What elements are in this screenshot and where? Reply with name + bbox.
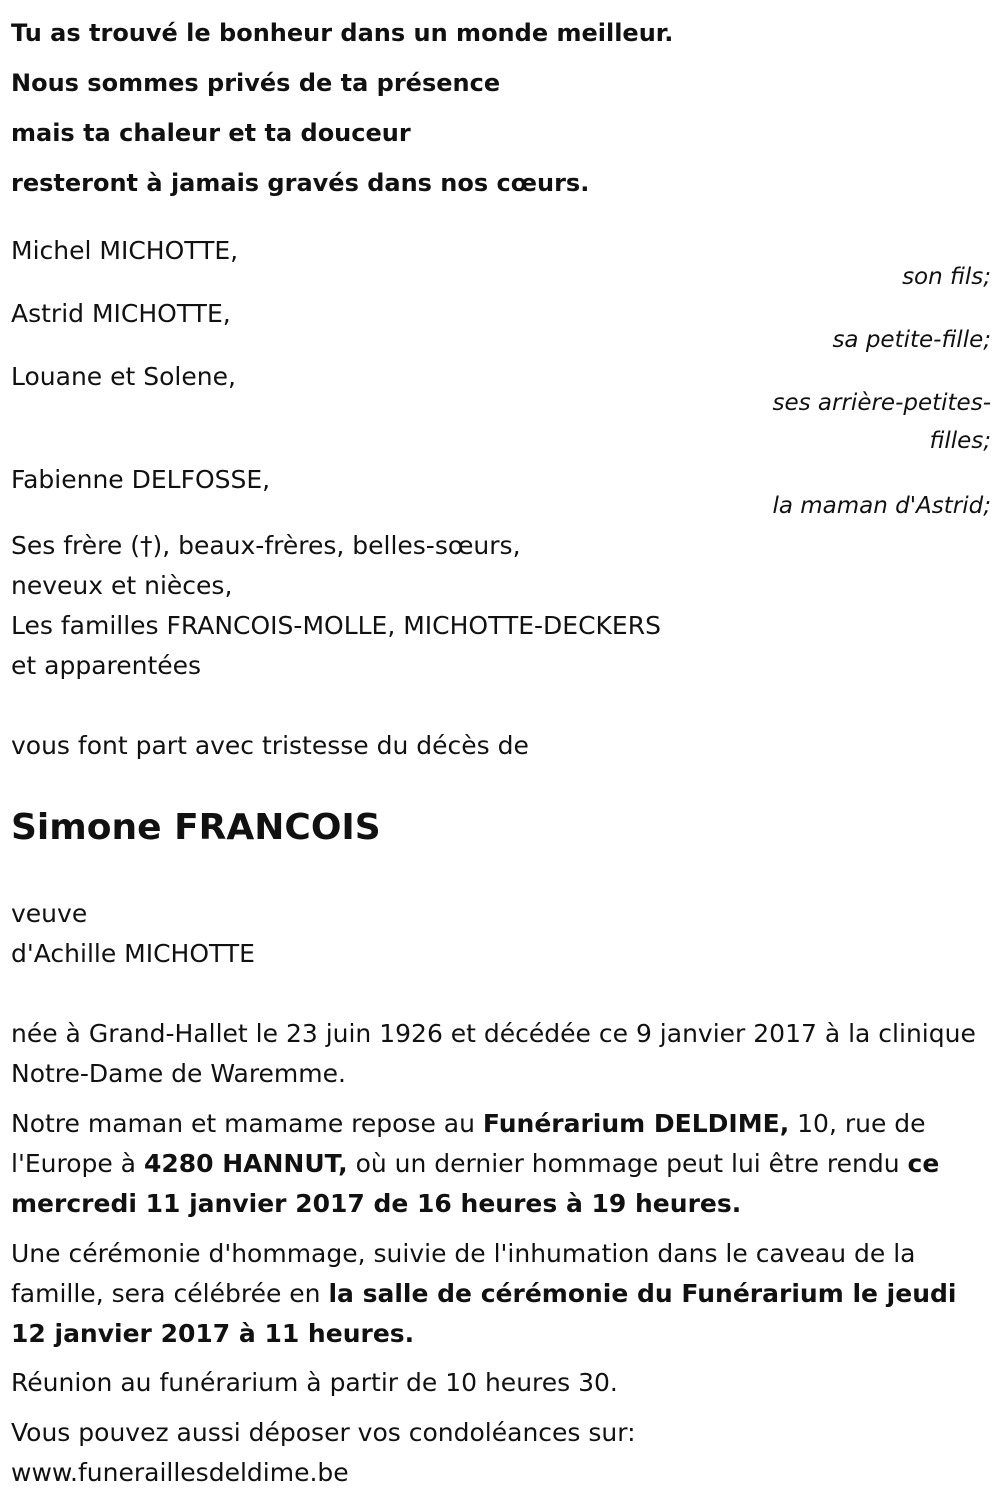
announcement — [11, 726, 529, 766]
widow-line: veuve — [11, 899, 88, 928]
ceremony-paragraph — [11, 1234, 976, 1354]
family-line: Les familles FRANCOIS-MOLLE, MICHOTTE-DECKERS — [11, 611, 661, 640]
rest-text: où un dernier hommage peut lui être rendu — [347, 1149, 908, 1178]
poem-line: Tu as trouvé le bonheur dans un monde meilleur. — [11, 19, 674, 47]
ceremony-text: Une cérémonie d'hommage, suivie de l'inhumation dans le caveau de la famille, sera célébrée en — [11, 1239, 916, 1308]
relative-role: la maman d'Astrid; — [772, 493, 991, 519]
relative-name: Louane et Solene, — [11, 362, 236, 391]
widow-of — [11, 894, 255, 974]
rest-text: 10, rue de l'Europe à — [11, 1109, 926, 1178]
relative-name: Astrid MICHOTTE, — [11, 299, 231, 328]
poem-line: resteront à jamais gravés dans nos cœurs. — [11, 169, 590, 197]
poem — [11, 8, 673, 208]
relative-role: son fils; — [902, 264, 991, 290]
rest-paragraph — [11, 1104, 976, 1224]
meeting-paragraph: Réunion au funérarium à partir de 10 heures 30. — [11, 1368, 618, 1397]
ceremony-time: la salle de cérémonie du Funérarium le jeudi 12 janvier 2017 à 11 heures. — [11, 1279, 957, 1348]
condolences-website: www.funeraillesdeldime.be — [11, 1458, 349, 1487]
deceased-name: Simone FRANCOIS — [11, 807, 381, 848]
condolences-paragraph — [11, 1413, 976, 1493]
announcement-text: vous font part avec tristesse du décès de — [11, 731, 529, 760]
birth-death-paragraph: née à Grand-Hallet le 23 juin 1926 et décédée ce 9 janvier 2017 à la clinique Notre-Dame de Waremme. — [11, 1019, 976, 1088]
widow-line: d'Achille MICHOTTE — [11, 939, 255, 968]
relative-role: ses arrière-petites-filles; — [772, 390, 991, 454]
rest-text: Notre maman et mamame repose au — [11, 1109, 483, 1138]
funerarium-name: Funérarium DELDIME, — [482, 1109, 790, 1138]
poem-line: Nous sommes privés de ta présence — [11, 69, 501, 97]
relative-name: Fabienne DELFOSSE, — [11, 465, 271, 494]
visitation-time: ce mercredi 11 janvier 2017 de 16 heures à 19 heures. — [11, 1149, 940, 1218]
poem-line: mais ta chaleur et ta douceur — [11, 119, 411, 147]
city-name: 4280 HANNUT, — [143, 1149, 348, 1178]
condolences-text: Vous pouvez aussi déposer vos condoléances sur: — [11, 1418, 636, 1447]
family-line: neveux et nièces, — [11, 571, 233, 600]
family-line: Ses frère (†), beaux-frères, belles-sœurs, — [11, 531, 521, 560]
relative-name: Michel MICHOTTE, — [11, 236, 239, 265]
family-line: et apparentées — [11, 651, 202, 680]
relative-role: sa petite-fille; — [832, 327, 991, 353]
family-list — [11, 526, 661, 686]
